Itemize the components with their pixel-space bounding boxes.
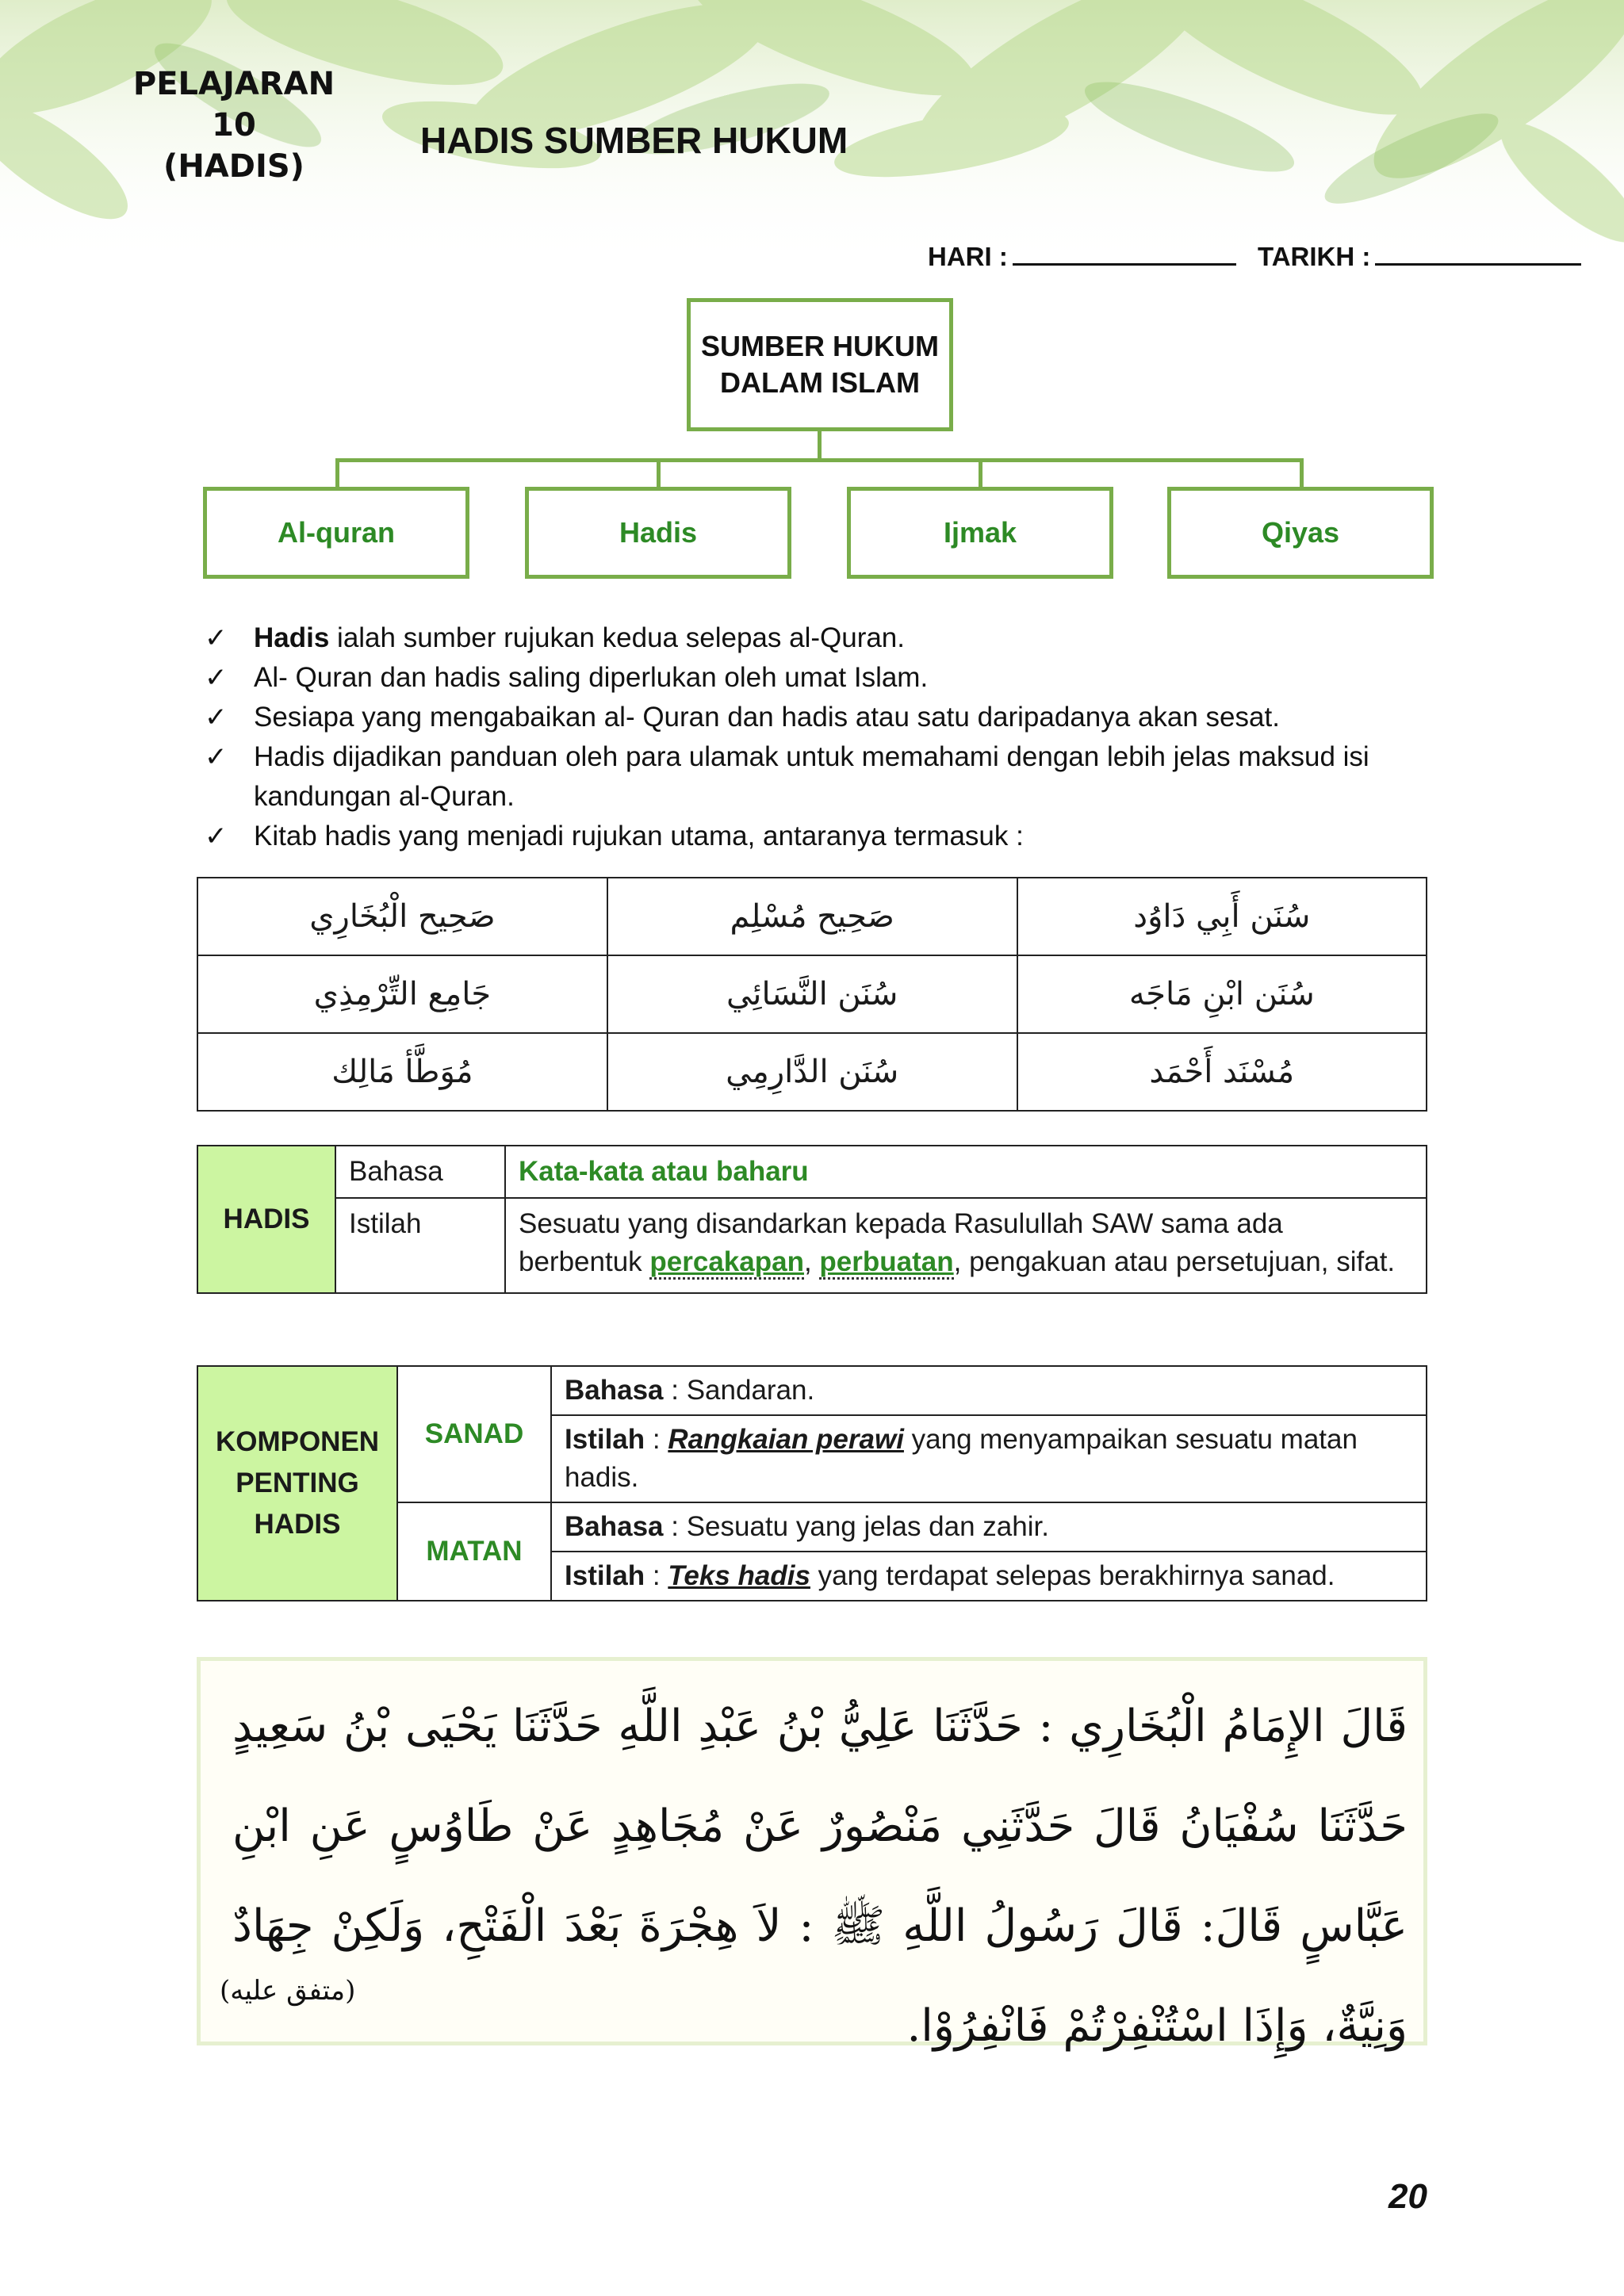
connector-horizontal — [335, 458, 1304, 462]
table-row — [197, 955, 1427, 1033]
definition-head: HADIS — [197, 1146, 335, 1293]
istilah-text-end: , pengakuan atau persetujuan, sifat. — [953, 1246, 1396, 1277]
connector-drop-3 — [979, 458, 982, 488]
diagram-root-line2: DALAM ISLAM — [720, 366, 920, 399]
hadith-books-table — [197, 877, 1427, 1112]
bullet-text: Hadis dijadikan panduan oleh para ulamak untuk memahami dengan lebih jelas maksud isi kandungan al-Quran. — [254, 741, 1369, 812]
bullet-item — [205, 698, 1442, 737]
tarikh-blank[interactable] — [1375, 258, 1581, 266]
check-icon: ✓ — [205, 663, 228, 693]
book-cell: سُنَن الدَّارِمِي — [607, 1033, 1017, 1111]
sanad-istilah-label: Istilah — [565, 1424, 645, 1455]
matan-bahasa-value: : Sesuatu yang jelas dan zahir. — [663, 1511, 1049, 1542]
sanad-istilah-rest: yang menyampaikan sesuatu matan hadis. — [565, 1424, 1358, 1493]
bullet-bold: Hadis — [254, 622, 330, 653]
components-table — [197, 1365, 1427, 1601]
sanad-label: SANAD — [397, 1366, 551, 1502]
book-cell: سُنَن النَّسَائِي — [607, 955, 1017, 1033]
bullet-item — [205, 737, 1442, 817]
istilah-value — [505, 1198, 1427, 1293]
date-line — [928, 242, 1586, 272]
sanad-istilah-key: Rangkaian perawi — [668, 1424, 904, 1455]
table-row — [197, 1366, 1427, 1415]
hari-blank[interactable] — [1013, 258, 1236, 266]
sanad-bahasa-label: Bahasa — [565, 1375, 664, 1406]
hadith-text-box — [197, 1657, 1427, 2052]
answer-fill-perbuatan[interactable]: perbuatan — [819, 1246, 953, 1280]
bullet-item — [205, 658, 1442, 698]
lesson-word: PELAJARAN — [132, 66, 335, 102]
sanad-bahasa-value: : Sandaran. — [663, 1375, 815, 1406]
sanad-istilah — [551, 1415, 1427, 1502]
matan-istilah-rest: yang terdapat selepas berakhirnya sanad. — [810, 1560, 1335, 1591]
table-row — [197, 1198, 1427, 1293]
matan-bahasa-label: Bahasa — [565, 1511, 664, 1542]
bullet-item — [205, 618, 1442, 658]
book-cell: مُوَطَّأ مَالِك — [197, 1033, 607, 1111]
hadis-definition-table — [197, 1145, 1427, 1294]
matan-bahasa — [551, 1502, 1427, 1552]
page-number: 20 — [1388, 2177, 1427, 2216]
check-icon: ✓ — [205, 702, 228, 733]
bullet-text: ialah sumber rujukan kedua selepas al-Quran. — [329, 622, 905, 653]
matan-istilah-sep: : — [645, 1560, 668, 1591]
lesson-topic: (HADIS) — [163, 148, 304, 185]
components-head-line3: HADIS — [254, 1509, 341, 1540]
table-row — [197, 1146, 1427, 1198]
table-row — [197, 878, 1427, 955]
istilah-label: Istilah — [335, 1198, 505, 1293]
bahasa-label: Bahasa — [335, 1146, 505, 1198]
book-cell: سُنَن ابْنِ مَاجَه — [1017, 955, 1427, 1033]
book-cell: صَحِيح مُسْلِم — [607, 878, 1017, 955]
connector-drop-1 — [335, 458, 339, 488]
table-row — [197, 1033, 1427, 1111]
bullet-list — [205, 618, 1442, 856]
lesson-label — [119, 63, 349, 187]
matan-label: MATAN — [397, 1502, 551, 1601]
check-icon: ✓ — [205, 623, 228, 653]
matan-istilah-label: Istilah — [565, 1560, 645, 1591]
connector-drop-4 — [1300, 458, 1304, 488]
bullet-text: Kitab hadis yang menjadi rujukan utama, antaranya termasuk : — [254, 821, 1024, 851]
matan-istilah-key: Teks hadis — [668, 1560, 810, 1591]
hadith-reference: (متفق عليه) — [220, 1975, 356, 2007]
sanad-istilah-sep: : — [645, 1424, 668, 1455]
diagram-root-line1: SUMBER HUKUM — [701, 330, 939, 362]
bullet-text: Sesiapa yang mengabaikan al- Quran dan hadis atau satu daripadanya akan sesat. — [254, 702, 1280, 733]
bahasa-value: Kata-kata atau baharu — [505, 1146, 1427, 1198]
bullet-text: Al- Quran dan hadis saling diperlukan oleh umat Islam. — [254, 662, 929, 693]
diagram-root-box — [687, 298, 953, 431]
matan-istilah — [551, 1552, 1427, 1601]
book-cell: صَحِيح الْبُخَارِي — [197, 878, 607, 955]
tarikh-label: TARIKH : — [1258, 242, 1371, 271]
book-cell: مُسْنَد أَحْمَد — [1017, 1033, 1427, 1111]
hadith-arabic-text: قَالَ الإِمَامُ الْبُخَارِي : حَدَّثَنَا عَلِيُّ بْنُ عَبْدِ اللَّهِ حَدَّثَنَا يَحْيَى بْنُ سَعِيدٍ حَدَّثَنَا سُفْيَانُ قَالَ حَدَّثَنِي مَنْصُورٌ عَنْ مُجَاهِدٍ عَنْ طَاوُسٍ عَنِ ابْنِ عَبَّاسٍ قَالَ: قَالَ رَسُولُ اللَّهِ ﷺ : لاَ هِجْرَةَ بَعْدَ الْفَتْحِ، وَلَكِنْ جِهَادٌ وَنِيَّةٌ، وَإِذَا اسْتُنْفِرْتُمْ فَانْفِرُوْا. — [232, 1701, 1408, 2052]
diagram-child-ijmak: Ijmak — [847, 487, 1113, 579]
components-head-line2: PENTING — [236, 1468, 359, 1498]
connector-drop-2 — [657, 458, 661, 488]
lesson-number: 10 — [212, 107, 256, 144]
diagram-child-qiyas: Qiyas — [1167, 487, 1434, 579]
book-cell: جَامِع التِّرْمِذِي — [197, 955, 607, 1033]
sanad-bahasa — [551, 1366, 1427, 1415]
separator: , — [803, 1246, 820, 1277]
connector-vertical — [818, 431, 822, 461]
check-icon: ✓ — [205, 742, 228, 772]
components-head-line1: KOMPONEN — [215, 1426, 380, 1457]
diagram-child-alquran: Al-quran — [203, 487, 469, 579]
book-cell: سُنَن أَبِي دَاوُد — [1017, 878, 1427, 955]
page-title: HADIS SUMBER HUKUM — [420, 120, 848, 161]
istilah-text: Sesuatu yang disandarkan kepada Rasulullah SAW sama ada berbentuk — [519, 1208, 1283, 1277]
components-head — [197, 1366, 397, 1601]
hari-label: HARI : — [928, 242, 1008, 271]
diagram-child-hadis: Hadis — [525, 487, 791, 579]
bullet-item — [205, 817, 1442, 856]
answer-fill-percakapan[interactable]: percakapan — [649, 1246, 804, 1280]
check-icon: ✓ — [205, 821, 228, 851]
